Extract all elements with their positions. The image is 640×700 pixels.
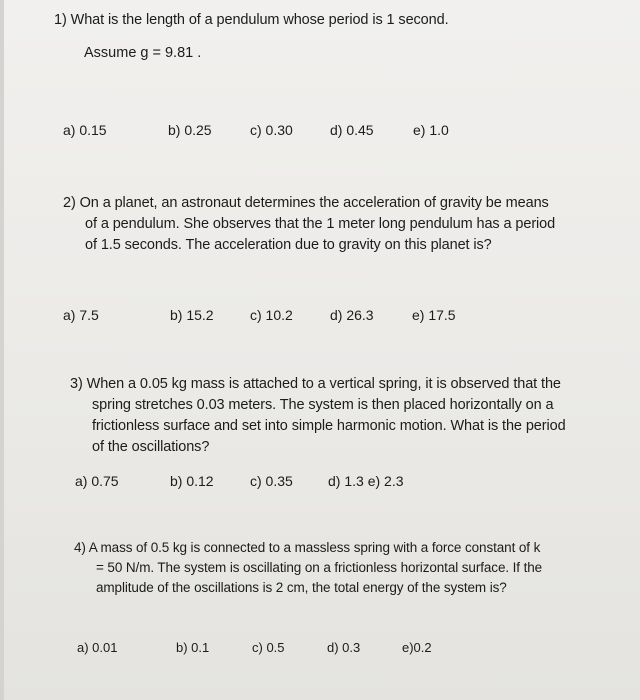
question-2-text (63, 193, 555, 256)
question-2-option-c: c) 10.2 (250, 307, 293, 323)
question-2-option-d: d) 26.3 (330, 307, 374, 323)
question-1-option-a: a) 0.15 (63, 122, 107, 138)
question-1-option-e: e) 1.0 (413, 122, 449, 138)
question-2-line-3: of 1.5 seconds. The acceleration due to gravity on this planet is? (85, 237, 492, 253)
question-3-option-d-e: d) 1.3 e) 2.3 (328, 473, 404, 489)
question-3-line-2: spring stretches 0.03 meters. The system is then placed horizontally on a (92, 397, 554, 413)
question-3-line-1: 3) When a 0.05 kg mass is attached to a vertical spring, it is observed that the (70, 376, 561, 392)
question-2-option-b: b) 15.2 (170, 307, 214, 323)
question-3-text (70, 374, 566, 458)
question-2-line-2: of a pendulum. She observes that the 1 meter long pendulum has a period (85, 216, 556, 232)
question-4-option-d: d) 0.3 (327, 640, 361, 655)
question-3-line-4: of the oscillations? (92, 439, 210, 455)
question-1-line-1: 1) What is the length of a pendulum whose period is 1 second. (54, 12, 449, 28)
question-1-assume: Assume g = 9.81 . (84, 45, 202, 61)
question-4-line-2: = 50 N/m. The system is oscillating on a frictionless horizontal surface. If the (96, 560, 543, 575)
question-3-option-b: b) 0.12 (170, 473, 214, 489)
question-3-option-a: a) 0.75 (75, 473, 119, 489)
question-3-line-3: frictionless surface and set into simple harmonic motion. What is the period (92, 418, 566, 434)
question-2-option-e: e) 17.5 (412, 307, 456, 323)
question-4-line-1: 4) A mass of 0.5 kg is connected to a massless spring with a force constant of k (74, 540, 541, 555)
question-4-option-a: a) 0.01 (77, 640, 118, 655)
question-2-option-a: a) 7.5 (63, 307, 99, 323)
question-1-option-d: d) 0.45 (330, 122, 374, 138)
question-4-option-e: e)0.2 (402, 640, 432, 655)
question-1-option-c: c) 0.30 (250, 122, 293, 138)
question-1-option-b: b) 0.25 (168, 122, 212, 138)
question-2-line-1: 2) On a planet, an astronaut determines the acceleration of gravity be means (63, 195, 549, 211)
question-4-option-c: c) 0.5 (252, 640, 285, 655)
question-3-option-c: c) 0.35 (250, 473, 293, 489)
question-4-text (74, 538, 542, 598)
question-4-line-3: amplitude of the oscillations is 2 cm, the total energy of the system is? (96, 580, 507, 595)
page-edge (0, 0, 4, 700)
question-1-text (54, 10, 449, 31)
question-4-option-b: b) 0.1 (176, 640, 210, 655)
